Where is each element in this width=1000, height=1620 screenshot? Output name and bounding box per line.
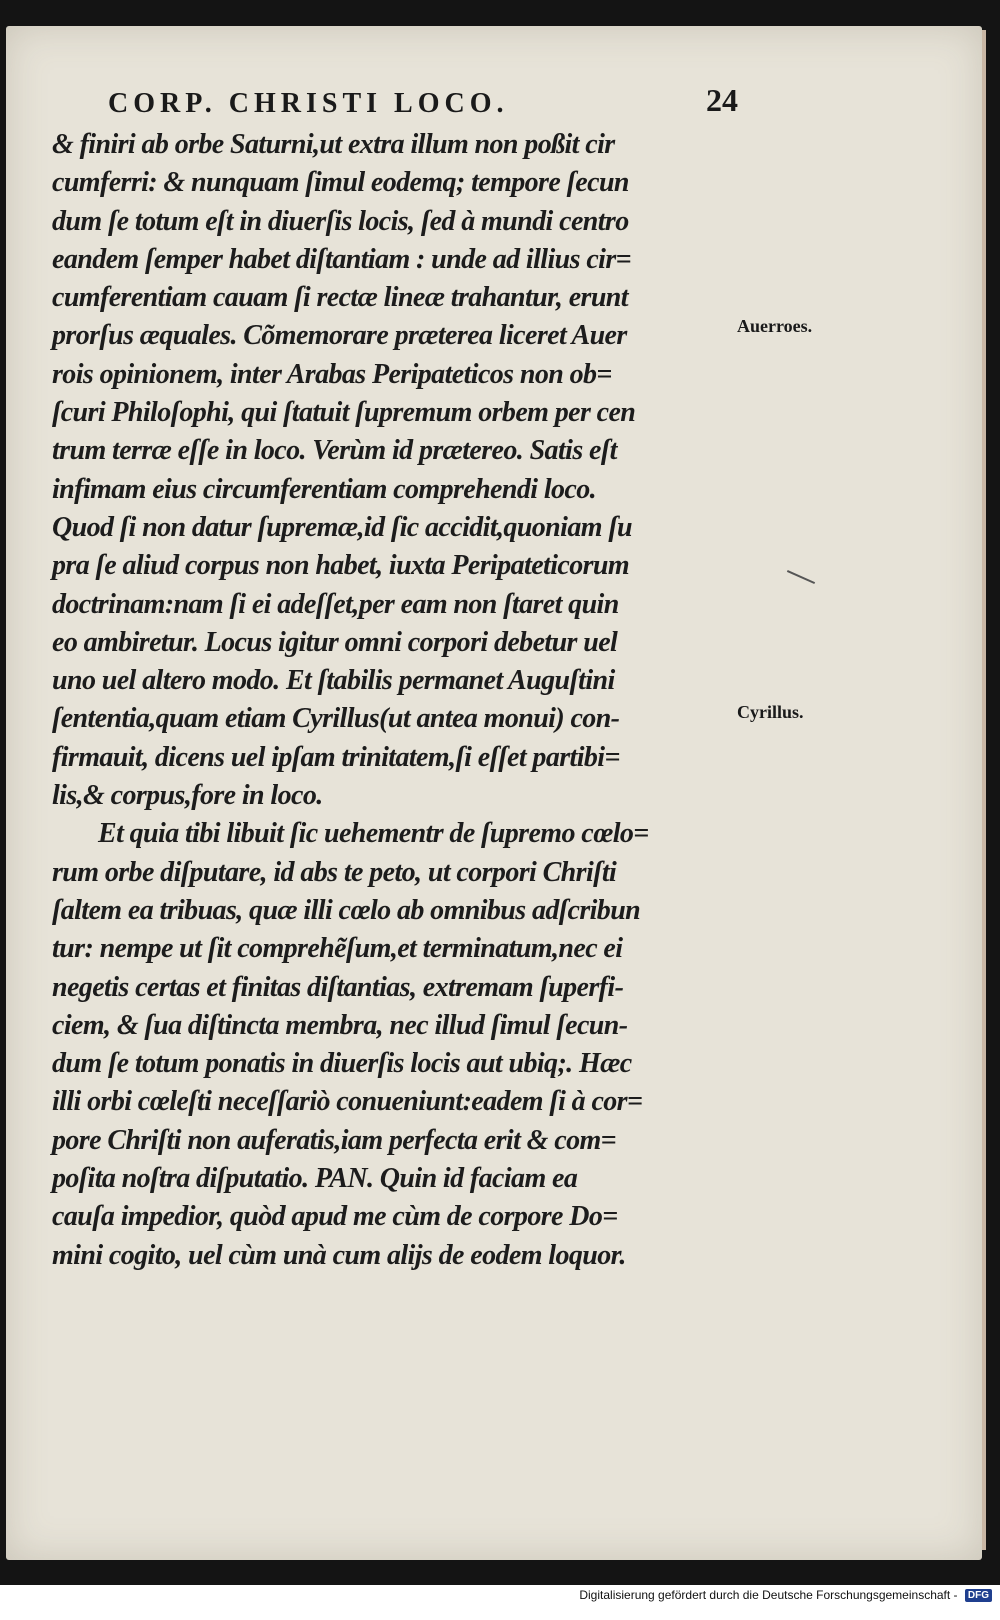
text-line: eo ambiretur. Locus igitur omni corpori debetur uel	[52, 626, 618, 658]
text-line: poſita noſtra diſputatio. PAN. Quin id faciam ea	[52, 1163, 578, 1195]
text-line: rois opinionem, inter Arabas Peripateticos non ob=	[52, 358, 612, 390]
text-line: ſententia,quam etiam Cyrillus(ut antea monui) con-	[52, 703, 620, 735]
body-text	[52, 126, 742, 1275]
text-line: ſcuri Philoſophi, qui ſtatuit ſupremum orbem per cen	[52, 397, 636, 429]
text-line: negetis certas et finitas diſtantias, extremam ſuperfi-	[52, 971, 624, 1003]
text-line: illi orbi cœleſti neceſſariò conueniunt:eadem ſi à cor=	[52, 1086, 643, 1118]
text-line: uno uel altero modo. Et ſtabilis permanet Auguſtini	[52, 665, 615, 697]
text-line: prorſus æquales. Cõmemorare præterea liceret Auer	[52, 320, 627, 352]
text-line: Et quia tibi libuit ſic uehementr de ſupremo cœlo=	[98, 818, 649, 850]
page-header	[108, 84, 738, 124]
text-line: mini cogito, uel cùm unà cum alijs de eodem loquor.	[52, 1239, 626, 1271]
text-line: trum terræ eſſe in loco. Verùm id prætereo. Satis eſt	[52, 435, 617, 467]
text-line: tur: nempe ut ſit comprehẽſum,et terminatum,nec ei	[52, 933, 623, 965]
marginal-note-averroes: Auerroes.	[737, 316, 813, 336]
text-line: doctrinam:nam ſi ei adeſſet,per eam non ſtaret quin	[52, 588, 619, 620]
marginal-note-cyrillus: Cyrillus.	[737, 702, 804, 722]
footer	[0, 1588, 992, 1602]
text-line: cauſa impedior, quòd apud me cùm de corpore Do=	[52, 1201, 618, 1233]
text-line: pore Chriſti non auferatis,iam perfecta erit & com=	[52, 1124, 617, 1156]
text-line: eandem ſemper habet diſtantiam : unde ad illius cir=	[52, 243, 631, 275]
footer-credit: Digitalisierung gefördert durch die Deutsche Forschungsgemeinschaft -	[579, 1588, 958, 1602]
running-head: CORP. CHRISTI LOCO.	[108, 88, 509, 119]
text-line: cumferri: & nunquam ſimul eodemq; tempore ſecun	[52, 167, 629, 199]
dfg-logo: DFG	[965, 1589, 992, 1602]
text-line: lis,& corpus,fore in loco.	[52, 780, 323, 812]
text-line: pra ſe aliud corpus non habet, iuxta Peripateticorum	[52, 550, 630, 582]
text-line: ciem, & ſua diſtincta membra, nec illud ſimul ſecun-	[52, 1009, 628, 1041]
text-line: dum ſe totum ponatis in diuerſis locis aut ubiq;. Hæc	[52, 1048, 632, 1080]
text-line: infimam eius circumferentiam comprehendi loco.	[52, 473, 597, 505]
page-edge	[982, 30, 986, 1550]
text-line: cumferentiam cauam ſi rectæ lineæ trahantur, erunt	[52, 282, 628, 314]
text-line: Quod ſi non datur ſupremæ,id ſic accidit,quoniam ſu	[52, 511, 633, 543]
text-line: rum orbe diſputare, id abs te peto, ut corpori Chriſti	[52, 856, 617, 888]
text-line: firmauit, dicens uel ipſam trinitatem,ſi eſſet partibi=	[52, 741, 620, 773]
text-line: ſaltem ea tribuas, quæ illi cœlo ab omnibus adſcribun	[52, 894, 641, 926]
page-number: 24	[706, 82, 738, 118]
text-line: dum ſe totum eſt in diuerſis locis, ſed à mundi centro	[52, 205, 629, 237]
text-line: & finiri ab orbe Saturni,ut extra illum non poßit cir	[52, 129, 615, 160]
